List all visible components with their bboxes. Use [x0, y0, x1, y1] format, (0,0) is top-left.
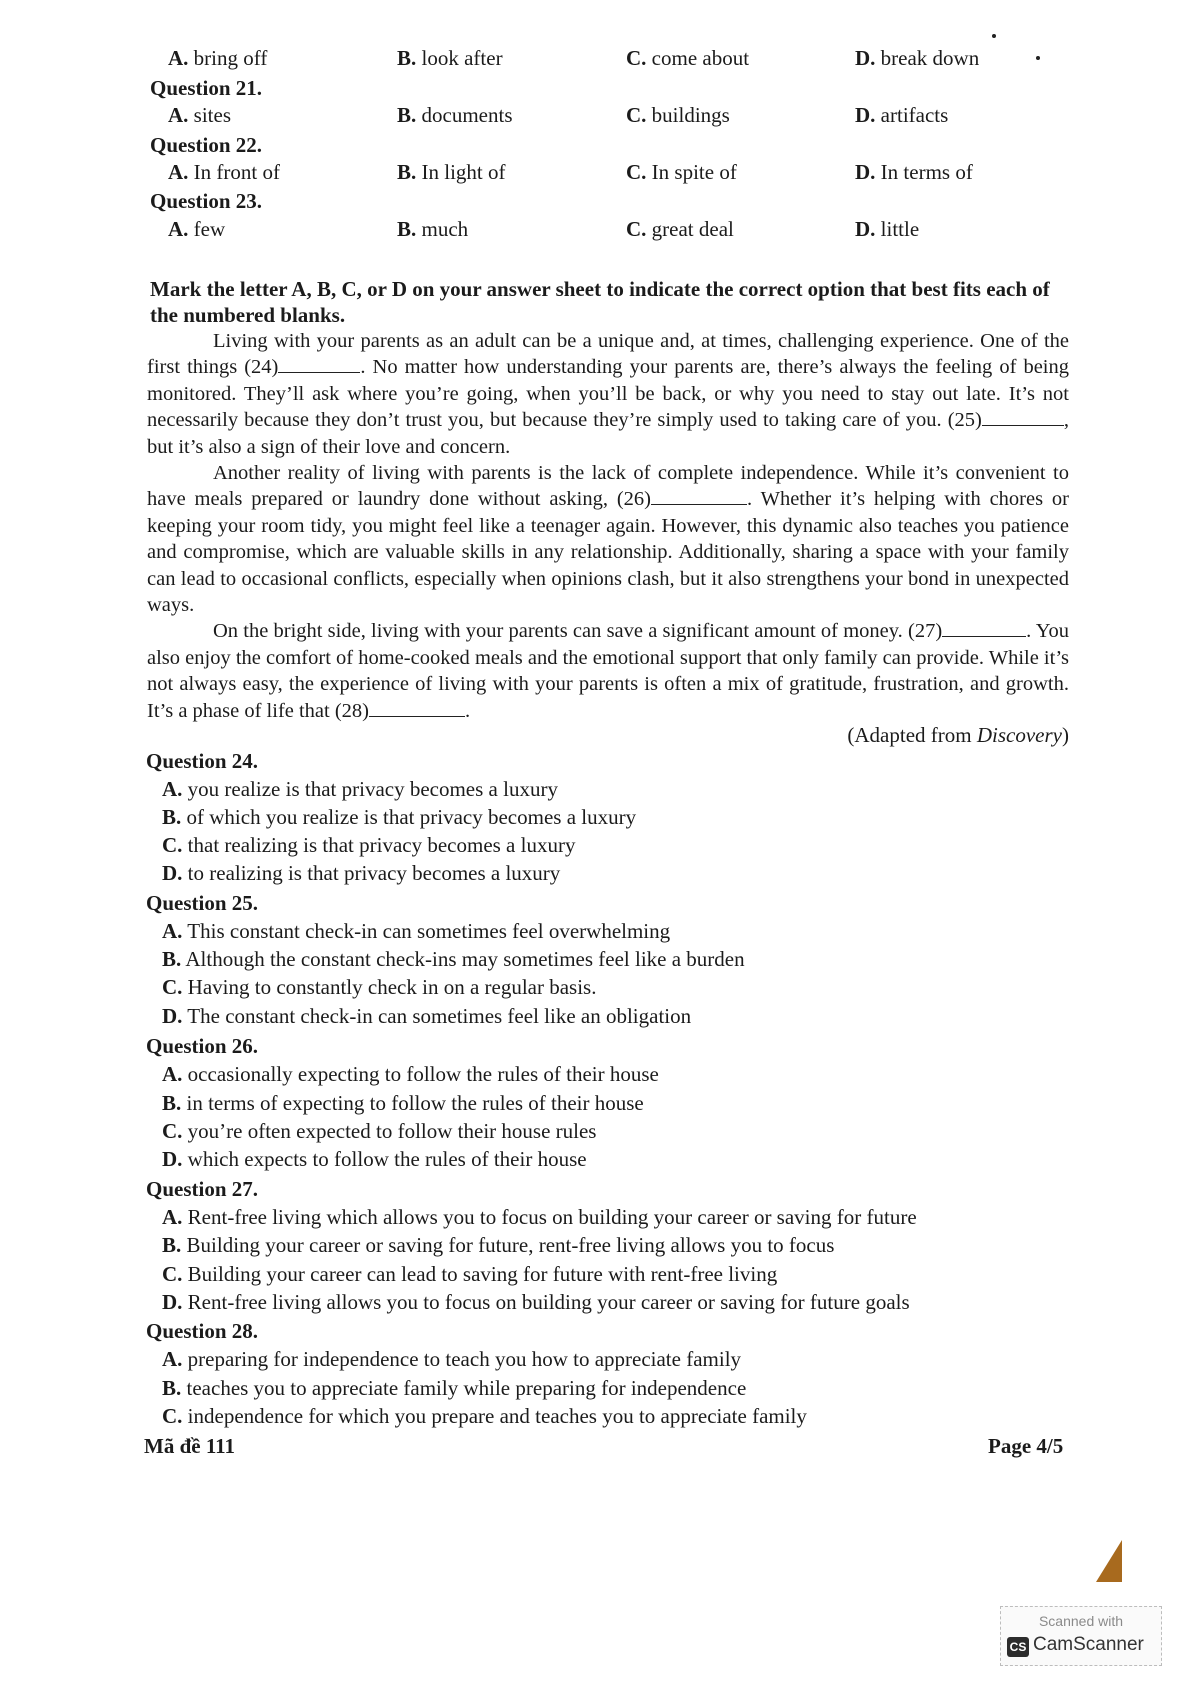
page-number: Page 4/5 [988, 1434, 1064, 1458]
question-26-title: Question 26. [146, 1034, 259, 1058]
blank-27 [942, 618, 1026, 637]
q27-option-b: B. Building your career or saving for future, rent-free living allows you to focus [162, 1233, 835, 1257]
q26-option-a: A. occasionally expecting to follow the rules of their house [162, 1062, 659, 1086]
q27-option-c: C. Building your career can lead to saving for future with rent-free living [162, 1262, 778, 1286]
scan-speck [992, 34, 996, 38]
q28-option-a: A. preparing for independence to teach you how to appreciate family [162, 1347, 742, 1371]
option-c: C. great deal [626, 217, 734, 241]
q26-option-b: B. in terms of expecting to follow the rules of their house [162, 1091, 644, 1115]
option-b: B. much [397, 217, 469, 241]
option-b: B. look after [397, 46, 503, 70]
corner-mark [1096, 1540, 1122, 1582]
q25-option-c: C. Having to constantly check in on a regular basis. [162, 975, 597, 999]
passage-paragraph-3: On the bright side, living with your parents can save a significant amount of money. (27) . You also enjoy the comfort of home-cooked meals and the emotional support that only family can provide. While it’s not always easy, the experience of living with your parents is often a mix of gratitude, frustration, and growth. It’s a phase of life that (28) . [147, 620, 1069, 722]
option-c: C. buildings [626, 103, 730, 127]
q24-option-b: B. of which you realize is that privacy becomes a luxury [162, 805, 637, 829]
q20-options [168, 46, 1048, 72]
q25-option-b: B. Although the constant check-ins may sometimes feel like a burden [162, 947, 745, 971]
option-d: D. artifacts [855, 103, 949, 127]
q24-option-d: D. to realizing is that privacy becomes a luxury [162, 861, 561, 885]
option-b: B. documents [397, 103, 513, 127]
q23-options [168, 217, 1048, 243]
blank-26 [651, 486, 747, 505]
passage-source: (Adapted from Discovery) [847, 723, 1069, 747]
exam-code: Mã đề 111 [144, 1434, 236, 1458]
blank-24 [278, 354, 360, 373]
option-a: A. In front of [168, 160, 280, 184]
blank-25 [982, 407, 1064, 426]
q26-option-d: D. which expects to follow the rules of their house [162, 1147, 587, 1171]
option-a: A. sites [168, 103, 232, 127]
option-a: A. few [168, 217, 226, 241]
option-d: D. break down [855, 46, 980, 70]
reading-passage [147, 328, 1069, 724]
q26-option-c: C. you’re often expected to follow their house rules [162, 1119, 597, 1143]
badge-name: CamScanner [1033, 1634, 1144, 1655]
question-28-title: Question 28. [146, 1319, 259, 1343]
q24-option-a: A. you realize is that privacy becomes a luxury [162, 777, 558, 801]
question-25-title: Question 25. [146, 891, 259, 915]
question-23-title: Question 23. [150, 189, 263, 213]
q22-options [168, 160, 1048, 186]
q27-option-d: D. Rent-free living allows you to focus on building your career or saving for future goals [162, 1290, 910, 1314]
option-d: D. In terms of [855, 160, 973, 184]
passage-paragraph-1: Living with your parents as an adult can be a unique and, at times, challenging experience. One of the first things (24) . No matter how understanding your parents are, there’s always the feeling of being monitored. They’ll ask where you’re going, when you’ll be back, or why you need to stay out late. It’s not necessarily because they don’t trust you, but because they’re simply used to taking care of you. (25) , but it’s also a sign of their love and concern. [147, 330, 1070, 458]
q28-option-c: C. independence for which you prepare and teaches you to appreciate family [162, 1404, 807, 1428]
camscanner-logo-icon: CS [1007, 1637, 1029, 1657]
scan-speck [1036, 56, 1040, 60]
section-instruction: Mark the letter A, B, C, or D on your answer sheet to indicate the correct option that best fits each of the numbered blanks. [150, 277, 1050, 327]
q28-option-b: B. teaches you to appreciate family while preparing for independence [162, 1376, 747, 1400]
option-d: D. little [855, 217, 920, 241]
option-a: A. bring off [168, 46, 268, 70]
question-24-title: Question 24. [146, 749, 259, 773]
option-c: C. In spite of [626, 160, 737, 184]
question-27-title: Question 27. [146, 1177, 259, 1201]
question-22-title: Question 22. [150, 133, 263, 157]
q21-options [168, 103, 1048, 129]
q27-option-a: A. Rent-free living which allows you to focus on building your career or saving for future [162, 1205, 917, 1229]
badge-caption: Scanned with [1038, 1613, 1124, 1629]
option-b: B. In light of [397, 160, 506, 184]
blank-28 [369, 698, 465, 717]
q25-option-a: A. This constant check-in can sometimes feel overwhelming [162, 919, 671, 943]
passage-paragraph-2: Another reality of living with parents is the lack of complete independence. While it’s convenient to have meals prepared or laundry done without asking, (26) . Whether it’s helping with chores or keeping your room tidy, you might feel like a teenager again. However, this dynamic also teaches you patience and compromise, which are valuable skills in any relationship. Additionally, sharing a space with your family can lead to occasional conflicts, especially when opinions clash, but it also strengthens your bond in unexpected ways. [147, 462, 1069, 617]
q25-option-d: D. The constant check-in can sometimes feel like an obligation [162, 1004, 692, 1028]
q24-option-c: C. that realizing is that privacy becomes a luxury [162, 833, 576, 857]
question-21-title: Question 21. [150, 76, 263, 100]
option-c: C. come about [626, 46, 750, 70]
camscanner-badge [1000, 1606, 1162, 1666]
